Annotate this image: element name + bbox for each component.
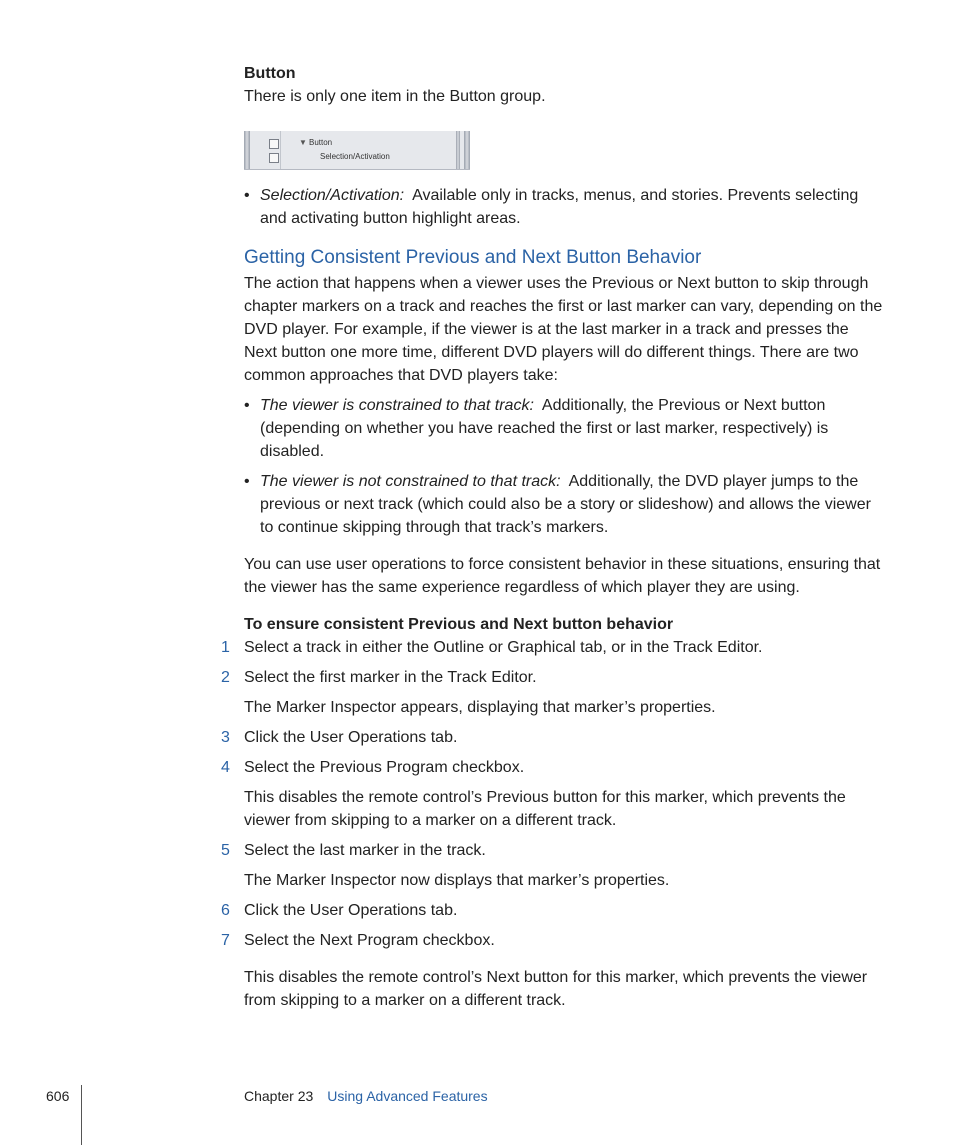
step-number: 3 [221, 729, 230, 746]
checkbox-icon [269, 139, 279, 149]
bullet-marker: • [244, 473, 250, 490]
chapter-title-link[interactable]: Using Advanced Features [327, 1088, 488, 1104]
step-note: This disables the remote control’s Previous button for this marker, which prevents the viewer from skipping to a marker on a different track. [244, 789, 846, 829]
step-number: 4 [221, 759, 230, 776]
step-note: The Marker Inspector now displays that marker’s properties. [244, 872, 670, 889]
bullet-term: The viewer is constrained to that track: [260, 397, 534, 414]
section-heading: Getting Consistent Previous and Next Button Behavior [244, 247, 702, 268]
step-text: Select the first marker in the Track Editor. [244, 669, 537, 686]
footer-chapter [244, 1086, 488, 1106]
bullet-term: The viewer is not constrained to that track: [260, 473, 561, 490]
chapter-number: Chapter 23 [244, 1088, 314, 1104]
step-number: 7 [221, 932, 230, 949]
bullet-text: Available only in tracks, menus, and stories. Prevents selecting and activating button highlight areas. [260, 187, 859, 227]
panel-edge-inner [456, 131, 460, 169]
step-note: The Marker Inspector appears, displaying that marker’s properties. [244, 699, 716, 716]
button-group-screenshot [244, 131, 470, 170]
step-number: 1 [221, 639, 230, 656]
bullet-term: Selection/Activation: [260, 187, 405, 204]
procedure-title: To ensure consistent Previous and Next button behavior [244, 616, 674, 633]
bullet-selection-activation [260, 184, 884, 230]
operations-paragraph: You can use user operations to force consistent behavior in these situations, ensuring that the viewer has the same experience regardless of which player they are using. [244, 556, 881, 596]
panel-edge-left [244, 131, 250, 169]
footer-rule [81, 1085, 82, 1145]
item-label: Selection/Activation [320, 152, 390, 161]
group-label: Button [309, 138, 333, 147]
bullet-text: Additionally, the Previous or Next button (depending on whether you have reached the first or last marker, respectively) is disabled. [260, 397, 829, 460]
step-number: 6 [221, 902, 230, 919]
step-text: Select a track in either the Outline or Graphical tab, or in the Track Editor. [244, 639, 763, 656]
bullet-constrained [260, 394, 884, 463]
step-text: Select the Next Program checkbox. [244, 932, 495, 949]
bullet-marker: • [244, 397, 250, 414]
page-number: 606 [46, 1088, 70, 1104]
tree-row-button-group [256, 136, 456, 150]
closing-paragraph: This disables the remote control’s Next button for this marker, which prevents the viewer from skipping to a marker on a different track. [244, 969, 868, 1009]
step-text: Click the User Operations tab. [244, 729, 458, 746]
step-text: Select the last marker in the track. [244, 842, 486, 859]
step-text: Click the User Operations tab. [244, 902, 458, 919]
intro-paragraph: The action that happens when a viewer uses the Previous or Next button to skip through chapter markers on a track and reaches the first or last marker can vary, depending on the DVD player. For example, if the viewer is at the last marker in a track and presses the Next button one more time, different DVD players will do different things. There are two common approaches that DVD players take: [244, 275, 883, 384]
checkbox-icon [269, 153, 279, 163]
subsection-title: Button [244, 65, 296, 82]
subsection-description: There is only one item in the Button group. [244, 88, 546, 105]
disclosure-triangle-icon: ▼ [299, 138, 307, 147]
step-text: Select the Previous Program checkbox. [244, 759, 525, 776]
bullet-text: Additionally, the DVD player jumps to the previous or next track (which could also be a story or slideshow) and allows the viewer to continue skipping through that track’s markers. [260, 473, 871, 536]
panel-edge-right [464, 131, 470, 169]
bullet-marker: • [244, 187, 250, 204]
step-number: 2 [221, 669, 230, 686]
tree-row-selection-activation [256, 150, 456, 164]
bullet-not-constrained [260, 470, 884, 539]
step-number: 5 [221, 842, 230, 859]
